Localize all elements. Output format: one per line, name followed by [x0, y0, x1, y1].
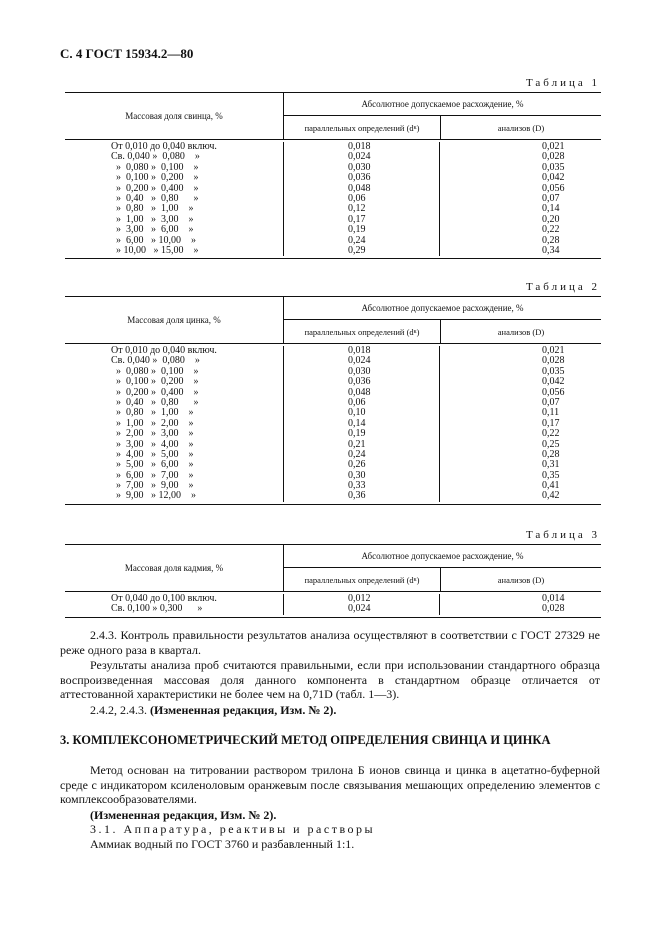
cell-range: Св. 0,100 » 0,300 »: [111, 603, 203, 615]
cell-range: Св. 0,040 » 0,080 »: [111, 355, 200, 367]
cell-analyses: 0,31: [439, 460, 601, 470]
column-header-parallel: параллельных определений (d к ): [284, 116, 441, 139]
cell-parallel: 0,048: [283, 388, 439, 398]
table-header: [65, 92, 601, 140]
cell-range: Св. 0,040 » 0,080 »: [111, 151, 200, 163]
cell-parallel: 0,29: [283, 246, 439, 256]
cell-range: » 6,00 » 10,00 »: [111, 234, 196, 246]
column-header-main: Массовая доля цинка, %: [127, 315, 221, 325]
cell-analyses: 0,028: [439, 152, 601, 162]
cell-parallel: 0,012: [283, 594, 439, 604]
paragraph-results: Результаты анализа проб считаются правильными, если при использовании стандартного образца воспроизведенная массовая доля данного компонента в стандартном образце отличается от аттестованной характеристики не более чем на 0,71D (табл. 1—3).: [60, 658, 600, 702]
cell-analyses: 0,41: [439, 481, 601, 491]
table-caption: Таблица 2: [525, 281, 600, 293]
cell-range: » 0,100 » 0,200 »: [111, 172, 199, 184]
cell-range: » 6,00 » 7,00 »: [111, 469, 194, 481]
column-header-parallel: параллельных определений (d к ): [284, 568, 441, 591]
table-header: [65, 296, 601, 344]
page-header: С. 4 ГОСТ 15934.2—80: [60, 46, 194, 61]
cell-range: » 3,00 » 4,00 »: [111, 438, 194, 450]
cell-analyses: 0,11: [439, 408, 601, 418]
cell-range: » 10,00 » 15,00 »: [111, 244, 199, 256]
paragraph-method: Метод основан на титровании раствором трилона Б ионов свинца и цинка в ацетатно-буферной среде с индикатором ксиленоловым оранжевым после связывания мешающих определению элементов с комплексообразователями.: [60, 763, 600, 807]
cell-parallel: 0,10: [283, 408, 439, 418]
column-header-main: Массовая доля кадмия, %: [124, 563, 224, 573]
cell-analyses: 0,42: [439, 491, 601, 501]
column-header-group: Абсолютное допускаемое расхождение, %: [284, 93, 601, 116]
column-header-group: Абсолютное допускаемое расхождение, %: [284, 545, 601, 568]
cell-range: » 1,00 » 2,00 »: [111, 417, 194, 429]
column-header-analyses: анализов (D): [497, 122, 545, 133]
cell-analyses: 0,35: [439, 471, 601, 481]
cell-analyses: 0,021: [439, 346, 601, 356]
table-row: [65, 491, 601, 501]
subsection-title: 3.1. Аппаратура, реактивы и растворы: [90, 822, 376, 836]
table-row: [65, 173, 601, 183]
cell-parallel: 0,018: [283, 346, 439, 356]
cell-analyses: 0,07: [439, 398, 601, 408]
table-body: [65, 140, 601, 259]
cell-parallel: 0,30: [283, 471, 439, 481]
table-row: [65, 429, 601, 439]
cell-range: » 2,00 » 3,00 »: [111, 428, 194, 440]
cell-analyses: 0,34: [439, 246, 601, 256]
cell-range: » 0,80 » 1,00 »: [111, 203, 194, 215]
table-row: [65, 246, 601, 256]
table-body: [65, 592, 601, 618]
cell-parallel: 0,26: [283, 460, 439, 470]
section-title: 3. КОМПЛЕКСОНОМЕТРИЧЕСКИЙ МЕТОД ОПРЕДЕЛЕНИЯ СВИНЦА И ЦИНКА: [60, 733, 551, 747]
cell-analyses: 0,22: [439, 429, 601, 439]
cell-range: От 0,010 до 0,040 включ.: [111, 345, 217, 356]
column-header-main: Массовая доля свинца, %: [125, 111, 223, 121]
cell-analyses: 0,14: [439, 204, 601, 214]
table-cadmium: [65, 544, 601, 618]
cell-parallel: 0,17: [283, 215, 439, 225]
table-header: [65, 544, 601, 592]
cell-parallel: 0,018: [283, 142, 439, 152]
cell-parallel: 0,24: [283, 236, 439, 246]
cell-parallel: 0,12: [283, 204, 439, 214]
cell-range: От 0,010 до 0,040 включ.: [111, 141, 217, 152]
column-header-analyses: анализов (D): [497, 326, 545, 337]
cell-analyses: 0,17: [439, 419, 601, 429]
column-header-group: Абсолютное допускаемое расхождение, %: [284, 297, 601, 320]
cell-range: » 0,100 » 0,200 »: [111, 376, 199, 388]
column-header-analyses: анализов (D): [497, 574, 545, 585]
cell-range: » 1,00 » 3,00 »: [111, 213, 194, 225]
table-caption: Таблица 1: [525, 77, 600, 89]
cell-range: » 0,40 » 0,80 »: [111, 192, 199, 204]
table-body: [65, 344, 601, 505]
cell-parallel: 0,048: [283, 184, 439, 194]
cell-parallel: 0,06: [283, 194, 439, 204]
cell-analyses: 0,28: [439, 236, 601, 246]
cell-parallel: 0,036: [283, 173, 439, 183]
paragraph-amendment-2: (Измененная редакция, Изм. № 2).: [90, 808, 277, 822]
cell-range: » 0,80 » 1,00 »: [111, 407, 194, 419]
cell-analyses: 0,014: [439, 594, 601, 604]
cell-analyses: 0,28: [439, 450, 601, 460]
cell-parallel: 0,24: [283, 450, 439, 460]
cell-parallel: 0,33: [283, 481, 439, 491]
cell-parallel: 0,21: [283, 440, 439, 450]
cell-parallel: 0,036: [283, 377, 439, 387]
column-header-parallel: параллельных определений (d к ): [284, 320, 441, 343]
cell-parallel: 0,14: [283, 419, 439, 429]
table-row: [65, 225, 601, 235]
cell-range: » 0,080 » 0,100 »: [111, 161, 199, 173]
cell-range: От 0,040 до 0,100 включ.: [111, 593, 217, 604]
cell-analyses: 0,056: [439, 184, 601, 194]
cell-parallel: 0,030: [283, 163, 439, 173]
cell-parallel: 0,19: [283, 429, 439, 439]
cell-analyses: 0,25: [439, 440, 601, 450]
paragraph-amendment: 2.4.2, 2.4.3. (Измененная редакция, Изм. № 2).: [90, 703, 337, 717]
paragraph-ammonia: Аммиак водный по ГОСТ 3760 и разбавленный 1:1.: [90, 837, 355, 851]
cell-analyses: 0,035: [439, 367, 601, 377]
cell-range: » 7,00 » 9,00 »: [111, 480, 194, 492]
table-caption: Таблица 3: [525, 529, 600, 541]
table-zinc: [65, 296, 601, 505]
cell-parallel: 0,030: [283, 367, 439, 377]
cell-analyses: 0,021: [439, 142, 601, 152]
table-row: [65, 377, 601, 387]
cell-range: » 4,00 » 5,00 »: [111, 448, 194, 460]
cell-range: » 5,00 » 6,00 »: [111, 459, 194, 471]
cell-parallel: 0,024: [283, 604, 439, 614]
cell-analyses: 0,042: [439, 173, 601, 183]
cell-analyses: 0,056: [439, 388, 601, 398]
cell-parallel: 0,36: [283, 491, 439, 501]
cell-parallel: 0,19: [283, 225, 439, 235]
cell-analyses: 0,028: [439, 604, 601, 614]
cell-range: » 0,40 » 0,80 »: [111, 396, 199, 408]
cell-analyses: 0,07: [439, 194, 601, 204]
cell-parallel: 0,06: [283, 398, 439, 408]
cell-parallel: 0,024: [283, 356, 439, 366]
cell-analyses: 0,035: [439, 163, 601, 173]
cell-analyses: 0,042: [439, 377, 601, 387]
table-row: [65, 604, 601, 614]
paragraph-2-4-3: 2.4.3. Контроль правильности результатов анализа осуществляют в соответствии с ГОСТ 27329 не реже одного раза в квартал.: [60, 628, 600, 657]
cell-range: » 3,00 » 6,00 »: [111, 224, 194, 236]
cell-range: » 0,200 » 0,400 »: [111, 386, 199, 398]
cell-parallel: 0,024: [283, 152, 439, 162]
cell-analyses: 0,028: [439, 356, 601, 366]
cell-analyses: 0,22: [439, 225, 601, 235]
table-lead: [65, 92, 601, 259]
cell-analyses: 0,20: [439, 215, 601, 225]
cell-range: » 0,200 » 0,400 »: [111, 182, 199, 194]
cell-range: » 0,080 » 0,100 »: [111, 365, 199, 377]
cell-range: » 9,00 » 12,00 »: [111, 490, 196, 502]
